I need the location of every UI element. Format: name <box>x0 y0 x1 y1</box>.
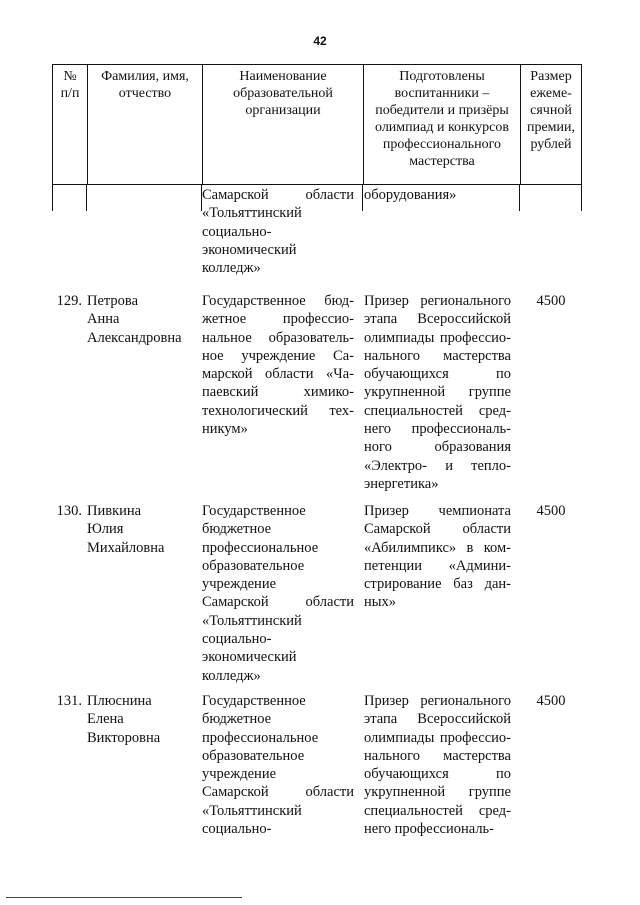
text-line: Наименование <box>239 69 327 84</box>
text-line: этапа Всероссийской <box>364 311 511 328</box>
text-line: обучающихся по <box>364 766 511 783</box>
organization <box>202 692 354 838</box>
text-line: нальное образователь- <box>202 329 354 346</box>
text-line: премии, <box>526 120 576 135</box>
bonus-amount: 4500 <box>536 293 566 309</box>
text-line: Анна <box>87 311 120 328</box>
page-number: 42 <box>313 34 327 48</box>
text-line: Самарской области <box>202 784 354 801</box>
text-line: оборудования» <box>364 187 457 203</box>
text-line: нального мастерства <box>364 347 511 364</box>
person-name <box>87 502 195 557</box>
text-line: Подготовлены <box>399 69 485 84</box>
text-line: мастерства <box>409 154 475 169</box>
footnote-rule <box>6 897 242 898</box>
text-line: п/п <box>60 86 80 101</box>
person-name <box>87 292 195 347</box>
text-line: ежеме- <box>530 86 572 101</box>
text-line: специальностей сред- <box>364 402 511 419</box>
text-line: «Тольяттинский <box>202 612 302 629</box>
person-name <box>87 692 195 747</box>
text-line: профессионального <box>382 137 502 152</box>
text-line: Самарской области <box>202 187 354 203</box>
text-line: образовательной <box>233 86 333 101</box>
text-line: стрирование баз дан- <box>364 576 511 593</box>
organization <box>202 502 354 685</box>
text-line: «Тольяттинский <box>202 802 302 819</box>
header-col-number <box>53 65 87 184</box>
text-line: социально- <box>202 223 272 240</box>
text-line: победители и призёры <box>375 103 509 118</box>
text-line: нального мастерства <box>364 747 511 764</box>
text-line: рублей <box>530 137 572 152</box>
header-col-organization <box>202 65 363 184</box>
continuation-organization <box>202 186 354 277</box>
text-line: Михайловна <box>87 539 165 556</box>
text-line: олимпиад и конкурсов <box>375 120 509 135</box>
text-line: колледж» <box>202 667 261 684</box>
column-divider <box>519 185 520 211</box>
text-line: Пивкина <box>87 503 142 519</box>
text-line: Государственное <box>202 503 306 519</box>
text-line: Самарской области <box>364 521 511 538</box>
achievement <box>364 692 511 838</box>
text-line: обучающихся по <box>364 366 511 383</box>
text-line: экономический <box>202 649 297 666</box>
text-line: технологический тех- <box>202 402 354 419</box>
text-line: никум» <box>202 421 248 438</box>
header-col-bonus <box>520 65 581 184</box>
text-line: «Электро- и тепло- <box>364 457 511 474</box>
text-line: социально- <box>202 821 272 838</box>
column-divider <box>581 185 582 211</box>
text-line: укрупненной группе <box>364 384 511 401</box>
text-line: ного образования <box>364 439 511 456</box>
text-line: Самарской области <box>202 594 354 611</box>
column-divider <box>86 185 87 211</box>
text-line: социально- <box>202 631 272 648</box>
text-line: учреждение <box>202 576 277 593</box>
text-line: Призер регионального <box>364 293 511 309</box>
text-line: ных» <box>364 594 397 611</box>
table-header <box>52 64 582 185</box>
column-divider <box>52 185 53 211</box>
text-line: марской области «Ча- <box>202 366 354 383</box>
text-line: него профессиональ- <box>364 421 511 438</box>
text-line: образовательное <box>202 747 305 764</box>
text-line: отчество <box>118 86 172 101</box>
column-divider <box>362 185 363 211</box>
text-line: № <box>63 69 77 84</box>
text-line: него профессиональ- <box>364 821 494 838</box>
header-col-achievement <box>363 65 520 184</box>
text-line: жетное профессио- <box>202 311 354 328</box>
text-line: укрупненной группе <box>364 784 511 801</box>
text-line: петенции «Админи- <box>364 557 511 574</box>
bonus-amount: 4500 <box>536 693 566 709</box>
text-line: этапа Всероссийской <box>364 711 511 728</box>
text-line: ное учреждение Са- <box>202 347 354 364</box>
text-line: профессиональное <box>202 729 319 746</box>
row-number: 129. <box>56 293 82 309</box>
text-line: Викторовна <box>87 729 161 746</box>
text-line: специальностей сред- <box>364 802 511 819</box>
text-line: Призер чемпионата <box>364 503 511 519</box>
text-line: Государственное <box>202 693 306 709</box>
bonus-amount: 4500 <box>536 503 566 519</box>
row-number: 130. <box>56 503 82 519</box>
text-line: бюджетное <box>202 711 272 728</box>
text-line: бюджетное <box>202 521 272 538</box>
text-line: «Абилимпикс» в ком- <box>364 539 511 556</box>
text-line: Юлия <box>87 521 124 538</box>
text-line: Плюснина <box>87 693 152 709</box>
text-line: Государственное бюд- <box>202 293 354 309</box>
text-line: «Тольяттинский <box>202 205 302 222</box>
text-line: колледж» <box>202 260 261 277</box>
text-line: учреждение <box>202 766 277 783</box>
text-line: сячной <box>530 103 572 118</box>
text-line: организации <box>245 103 321 118</box>
achievement <box>364 502 511 612</box>
text-line: образовательное <box>202 557 305 574</box>
achievement <box>364 292 511 493</box>
text-line: Елена <box>87 711 124 728</box>
text-line: Размер <box>530 69 572 84</box>
text-line: олимпиады профессио- <box>364 729 511 746</box>
text-line: паевский химико- <box>202 384 354 401</box>
text-line: Александровна <box>87 329 182 346</box>
header-col-name <box>87 65 202 184</box>
text-line: олимпиады профессио- <box>364 329 511 346</box>
row-number: 131. <box>56 693 82 709</box>
text-line: Призер регионального <box>364 693 511 709</box>
text-line: профессиональное <box>202 539 319 556</box>
continuation-achievement <box>364 186 511 204</box>
text-line: Фамилия, имя, <box>101 69 189 84</box>
text-line: воспитанники – <box>394 86 490 101</box>
text-line: энергетика» <box>364 475 439 492</box>
text-line: экономический <box>202 241 297 258</box>
organization <box>202 292 354 438</box>
text-line: Петрова <box>87 293 139 309</box>
